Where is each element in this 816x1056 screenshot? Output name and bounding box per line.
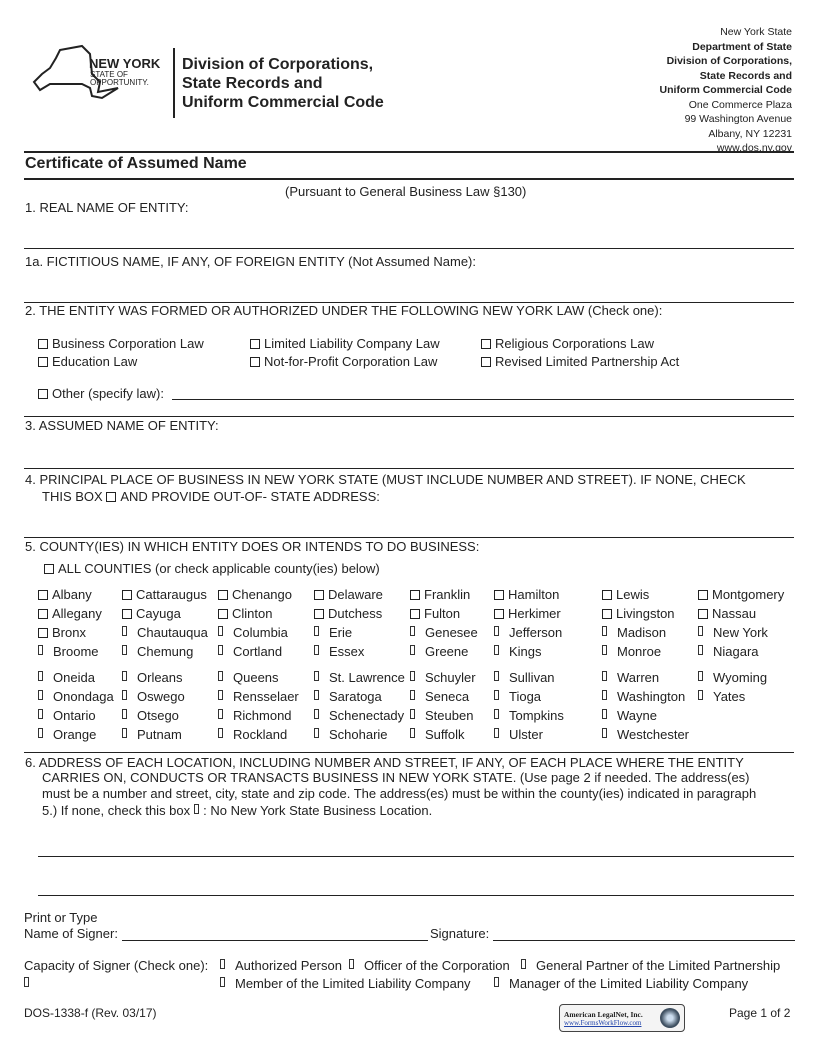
county-option[interactable] — [122, 644, 193, 659]
county-label: Washington — [617, 689, 686, 704]
badge-url[interactable]: www.FormsWorkFlow.com — [564, 1019, 642, 1027]
county-option[interactable] — [314, 587, 383, 602]
county-option[interactable] — [218, 670, 279, 685]
address-line: 99 Washington Avenue — [684, 113, 792, 125]
county-label: Montgomery — [712, 587, 785, 602]
county-label: New York — [713, 625, 768, 640]
checkbox[interactable] — [410, 626, 415, 636]
law-option[interactable]: Revised Limited Partnership Act — [481, 354, 679, 369]
checkbox[interactable] — [250, 357, 260, 367]
q4-label: 4. PRINCIPAL PLACE OF BUSINESS IN NEW YORK STATE (MUST INCLUDE NUMBER AND STREET). IF NONE, CHECK — [25, 472, 746, 487]
checkbox[interactable] — [602, 728, 607, 738]
county-label: Nassau — [712, 606, 757, 621]
divider — [24, 416, 794, 417]
county-option[interactable] — [38, 644, 99, 659]
checkbox[interactable] — [698, 690, 703, 700]
county-option[interactable] — [602, 606, 675, 621]
county-label: Kings — [509, 644, 542, 659]
checkbox[interactable] — [218, 626, 223, 636]
county-option[interactable] — [38, 727, 96, 742]
checkbox[interactable] — [698, 590, 708, 600]
q6-label-4: 5.) If none, check this box : No New York State Business Location. — [42, 803, 433, 818]
checkbox[interactable] — [38, 357, 48, 367]
address-line: Department of State — [692, 40, 792, 53]
checkbox[interactable] — [122, 690, 127, 700]
checkbox[interactable] — [494, 671, 499, 681]
county-option[interactable] — [314, 727, 388, 742]
checkbox[interactable] — [122, 709, 127, 719]
logo-division-2: State Records and — [182, 75, 323, 92]
county-option[interactable] — [602, 644, 661, 659]
badge-name: American LegalNet, Inc. — [564, 1010, 643, 1019]
county-option[interactable] — [122, 587, 207, 602]
county-option[interactable] — [38, 625, 86, 640]
county-option[interactable] — [494, 644, 542, 659]
checkbox[interactable] — [220, 977, 225, 987]
checkbox[interactable] — [218, 690, 223, 700]
checkbox[interactable] — [314, 645, 319, 655]
checkbox[interactable] — [410, 690, 415, 700]
county-option[interactable] — [602, 708, 657, 723]
county-label: Otsego — [137, 708, 179, 723]
county-option[interactable] — [38, 670, 95, 685]
assumed-name-field[interactable] — [24, 468, 794, 469]
capacity-label: Capacity of Signer (Check one): — [24, 958, 209, 973]
county-label: Schoharie — [329, 727, 388, 742]
county-label: Dutchess — [328, 606, 383, 621]
logo-state-name: NEW YORK — [89, 56, 161, 71]
q1-label: 1. REAL NAME OF ENTITY: — [25, 200, 189, 215]
county-option[interactable] — [314, 606, 382, 621]
county-label: Erie — [329, 625, 353, 640]
county-option[interactable] — [602, 625, 666, 640]
county-label: Livingston — [616, 606, 675, 621]
county-label: Tompkins — [509, 708, 564, 723]
address-line: New York State — [720, 26, 792, 38]
checkbox[interactable] — [602, 590, 612, 600]
county-option[interactable] — [698, 644, 759, 659]
address-line: Albany, NY 12231 — [708, 127, 792, 140]
county-option[interactable] — [698, 670, 767, 685]
county-option[interactable] — [410, 727, 465, 742]
address-field-1[interactable] — [38, 856, 794, 857]
checkbox[interactable] — [494, 728, 499, 738]
checkbox[interactable] — [481, 339, 491, 349]
county-option[interactable] — [602, 670, 659, 685]
address-line: www.dos.ny.gov — [716, 142, 792, 154]
checkbox[interactable] — [698, 609, 708, 619]
county-option[interactable] — [698, 606, 756, 621]
signer-name-field[interactable] — [122, 940, 428, 941]
checkbox[interactable] — [349, 959, 354, 969]
county-label: Warren — [617, 670, 660, 685]
county-label: Delaware — [328, 587, 383, 602]
county-option[interactable] — [494, 606, 561, 621]
principal-place-field[interactable] — [24, 537, 794, 538]
signer-name-label: Name of Signer: — [24, 926, 118, 941]
county-label: Genesee — [425, 625, 478, 640]
address-line: State Records and — [699, 69, 792, 82]
county-label: Chenango — [232, 587, 292, 602]
form-id: DOS-1338-f (Rev. 03/17) — [24, 1006, 157, 1020]
county-option[interactable] — [122, 708, 179, 723]
checkbox[interactable] — [218, 590, 228, 600]
checkbox[interactable] — [314, 709, 319, 719]
no-ny-location-checkbox[interactable] — [194, 804, 199, 814]
q6-label: 6. ADDRESS OF EACH LOCATION, INCLUDING NUMBER AND STREET, IF ANY, OF EACH PLACE WHERE THE ENTITY — [25, 755, 744, 770]
title-rule-bottom — [24, 178, 794, 180]
checkbox[interactable] — [314, 626, 319, 636]
county-label: Chautauqua — [137, 625, 208, 640]
checkbox[interactable] — [698, 626, 703, 636]
checkbox[interactable] — [218, 709, 223, 719]
capacity-option[interactable]: Manager of the Limited Liability Company — [494, 976, 748, 991]
county-label: Queens — [233, 670, 279, 685]
county-label: Fulton — [424, 606, 461, 621]
checkbox[interactable] — [220, 959, 225, 969]
county-label: Oswego — [137, 689, 185, 704]
county-option[interactable] — [122, 606, 181, 621]
county-option[interactable] — [38, 708, 96, 723]
county-option[interactable] — [494, 689, 541, 704]
checkbox[interactable] — [38, 609, 48, 619]
law-option[interactable]: Limited Liability Company Law — [250, 336, 440, 351]
checkbox[interactable] — [602, 626, 607, 636]
county-option[interactable] — [122, 727, 182, 742]
county-option[interactable] — [38, 606, 102, 621]
county-option[interactable] — [410, 625, 478, 640]
county-label: Steuben — [425, 708, 474, 723]
print-or-type-label: Print or Type — [24, 910, 98, 925]
county-label: Cattaraugus — [136, 587, 207, 602]
county-option[interactable] — [410, 587, 470, 602]
county-option[interactable] — [122, 625, 208, 640]
county-option[interactable] — [122, 670, 183, 685]
county-label: Columbia — [233, 625, 288, 640]
q5-label: 5. COUNTY(IES) IN WHICH ENTITY DOES OR INTENDS TO DO BUSINESS: — [25, 539, 480, 554]
capacity-option[interactable]: Officer of the Corporation — [349, 958, 510, 973]
county-label: Yates — [713, 689, 746, 704]
county-option[interactable] — [38, 689, 114, 704]
law-option[interactable]: Business Corporation Law — [38, 336, 204, 351]
county-label: Saratoga — [329, 689, 382, 704]
checkbox[interactable] — [410, 590, 420, 600]
capacity-option[interactable]: General Partner of the Limited Partnership — [521, 958, 780, 973]
checkbox[interactable] — [494, 590, 504, 600]
checkbox[interactable] — [314, 609, 324, 619]
county-option[interactable] — [494, 708, 564, 723]
county-label: Wayne — [617, 708, 657, 723]
address-field-2[interactable] — [38, 895, 794, 896]
county-label: Schuyler — [425, 670, 476, 685]
county-option[interactable] — [494, 727, 543, 742]
form-subtitle: (Pursuant to General Business Law §130) — [285, 184, 527, 199]
checkbox[interactable] — [122, 671, 127, 681]
county-label: Schenectady — [329, 708, 405, 723]
checkbox[interactable] — [38, 389, 48, 399]
checkbox[interactable] — [410, 728, 415, 738]
form-title: Certificate of Assumed Name — [25, 155, 247, 172]
county-option[interactable] — [602, 727, 689, 742]
county-option[interactable] — [218, 727, 287, 742]
capacity-stray-checkbox[interactable] — [24, 976, 39, 991]
county-option[interactable] — [218, 644, 282, 659]
no-ny-address-checkbox[interactable] — [106, 492, 116, 502]
checkbox[interactable] — [521, 959, 526, 969]
county-label: Albany — [52, 587, 92, 602]
checkbox[interactable] — [218, 728, 223, 738]
county-option[interactable] — [314, 644, 364, 659]
checkbox[interactable] — [602, 645, 607, 655]
q3-label: 3. ASSUMED NAME OF ENTITY: — [25, 418, 219, 433]
page-number: Page 1 of 2 — [729, 1006, 791, 1020]
county-label: Oneida — [53, 670, 95, 685]
county-label: Sullivan — [509, 670, 555, 685]
capacity-option[interactable]: Member of the Limited Liability Company — [220, 976, 471, 991]
checkbox[interactable] — [494, 609, 504, 619]
checkbox[interactable] — [24, 977, 29, 987]
checkbox[interactable] — [410, 609, 420, 619]
q6-label-2: CARRIES ON, CONDUCTS OR TRANSACTS BUSINESS IN NEW YORK STATE. (Use page 2 if needed. The address(es) — [42, 770, 750, 785]
county-label: Orange — [53, 727, 97, 742]
county-option[interactable] — [494, 670, 555, 685]
checkbox[interactable] — [38, 690, 43, 700]
checkbox[interactable] — [218, 645, 223, 655]
capacity-option[interactable]: Authorized Person — [220, 958, 342, 973]
checkbox[interactable] — [698, 645, 703, 655]
checkbox[interactable] — [602, 709, 607, 719]
county-option[interactable] — [410, 708, 473, 723]
county-label: Wyoming — [713, 670, 768, 685]
checkbox[interactable] — [122, 728, 127, 738]
title-rule-top — [24, 151, 794, 153]
globe-icon — [660, 1008, 680, 1028]
county-option[interactable] — [410, 644, 468, 659]
checkbox[interactable] — [698, 671, 703, 681]
law-option[interactable]: Education Law — [38, 354, 137, 369]
county-label: Putnam — [137, 727, 182, 742]
county-label: Onondaga — [53, 689, 114, 704]
county-option[interactable] — [494, 587, 559, 602]
q1a-label: 1a. FICTITIOUS NAME, IF ANY, OF FOREIGN ENTITY (Not Assumed Name): — [25, 254, 476, 269]
logo-division-3: Uniform Commercial Code — [182, 94, 384, 111]
county-option[interactable] — [602, 587, 649, 602]
county-label: Lewis — [616, 587, 650, 602]
checkbox[interactable] — [38, 628, 48, 638]
agency-address — [660, 25, 792, 156]
county-option[interactable] — [698, 587, 784, 602]
checkbox[interactable] — [494, 709, 499, 719]
checkbox[interactable] — [602, 671, 607, 681]
county-label: Monroe — [617, 644, 662, 659]
checkbox[interactable] — [250, 339, 260, 349]
checkbox[interactable] — [38, 339, 48, 349]
county-label: St. Lawrence — [329, 670, 405, 685]
q2-label: 2. THE ENTITY WAS FORMED OR AUTHORIZED UNDER THE FOLLOWING NEW YORK LAW (Check one): — [25, 303, 663, 318]
law-option[interactable]: Religious Corporations Law — [481, 336, 654, 351]
checkbox[interactable] — [602, 690, 607, 700]
county-label: Ulster — [509, 727, 543, 742]
county-option[interactable] — [38, 587, 92, 602]
logo-divider — [173, 48, 175, 118]
county-label: Broome — [53, 644, 99, 659]
county-option[interactable] — [218, 606, 272, 621]
county-option[interactable] — [314, 708, 404, 723]
signature-field[interactable] — [493, 940, 795, 941]
county-label: Clinton — [232, 606, 273, 621]
checkbox[interactable] — [494, 645, 499, 655]
county-label: Niagara — [713, 644, 759, 659]
all-counties-option[interactable]: ALL COUNTIES (or check applicable county(ies) below) — [44, 561, 380, 576]
county-option[interactable] — [698, 625, 768, 640]
checkbox[interactable] — [481, 357, 491, 367]
checkbox[interactable] — [494, 690, 499, 700]
checkbox[interactable] — [38, 590, 48, 600]
county-label: Allegany — [52, 606, 102, 621]
county-label: Richmond — [233, 708, 292, 723]
county-option[interactable] — [218, 689, 299, 704]
address-line: Uniform Commercial Code — [659, 84, 792, 96]
checkbox[interactable] — [410, 645, 415, 655]
county-label: Tioga — [509, 689, 542, 704]
checkbox[interactable] — [494, 977, 499, 987]
address-line: Division of Corporations, — [666, 55, 792, 67]
county-option[interactable] — [314, 625, 352, 640]
other-law-field[interactable] — [172, 399, 794, 400]
q6-label-3: must be a number and street, city, state and zip code. The address(es) must be within the county(ies) indicated in paragraph — [42, 786, 757, 801]
law-option-other[interactable]: Other (specify law): — [38, 386, 164, 401]
checkbox[interactable] — [314, 590, 324, 600]
county-option[interactable] — [314, 689, 382, 704]
checkbox[interactable] — [218, 671, 223, 681]
county-option[interactable] — [410, 689, 469, 704]
checkbox[interactable] — [314, 671, 319, 681]
county-option[interactable] — [494, 625, 562, 640]
logo-division-1: Division of Corporations, — [182, 56, 374, 73]
signature-label: Signature: — [430, 926, 490, 941]
county-label: Bronx — [52, 625, 86, 640]
county-label: Hamilton — [508, 587, 560, 602]
county-label: Cayuga — [136, 606, 181, 621]
county-option[interactable] — [218, 587, 292, 602]
county-option[interactable] — [314, 670, 405, 685]
county-label: Greene — [425, 644, 469, 659]
county-label: Ontario — [53, 708, 96, 723]
county-label: Seneca — [425, 689, 470, 704]
checkbox[interactable] — [410, 709, 415, 719]
county-label: Cortland — [233, 644, 283, 659]
county-label: Rockland — [233, 727, 288, 742]
checkbox[interactable] — [314, 728, 319, 738]
checkbox[interactable] — [218, 609, 228, 619]
logo-tagline-1: STATE OF — [90, 70, 128, 79]
county-option[interactable] — [410, 670, 476, 685]
law-option[interactable]: Not-for-Profit Corporation Law — [250, 354, 437, 369]
checkbox[interactable] — [122, 645, 127, 655]
county-label: Chemung — [137, 644, 194, 659]
checkbox[interactable] — [38, 728, 43, 738]
checkbox[interactable] — [38, 671, 43, 681]
county-option[interactable] — [218, 708, 292, 723]
county-label: Rensselaer — [233, 689, 299, 704]
q4-label-2: THIS BOX AND PROVIDE OUT-OF- STATE ADDRESS: — [42, 489, 380, 504]
divider — [24, 752, 794, 753]
checkbox[interactable] — [122, 590, 132, 600]
checkbox[interactable] — [122, 626, 127, 636]
county-option[interactable] — [602, 689, 685, 704]
address-line: One Commerce Plaza — [688, 98, 792, 111]
county-label: Jefferson — [509, 625, 563, 640]
legalnet-badge[interactable] — [559, 1004, 685, 1032]
county-option[interactable] — [218, 625, 288, 640]
county-label: Madison — [617, 625, 667, 640]
checkbox[interactable] — [122, 609, 132, 619]
checkbox[interactable] — [494, 626, 499, 636]
checkbox[interactable] — [38, 645, 43, 655]
county-label: Westchester — [617, 727, 690, 742]
county-label: Franklin — [424, 587, 471, 602]
checkbox[interactable] — [602, 609, 612, 619]
checkbox[interactable] — [314, 690, 319, 700]
county-option[interactable] — [122, 689, 185, 704]
county-label: Essex — [329, 644, 365, 659]
logo-tagline-2: OPPORTUNITY. — [90, 78, 149, 87]
checkbox[interactable] — [410, 671, 415, 681]
county-option[interactable] — [410, 606, 460, 621]
checkbox[interactable] — [38, 709, 43, 719]
county-label: Orleans — [137, 670, 183, 685]
county-label: Herkimer — [508, 606, 561, 621]
county-option[interactable] — [698, 689, 745, 704]
real-name-field[interactable] — [24, 248, 794, 249]
county-label: Suffolk — [425, 727, 465, 742]
checkbox[interactable] — [44, 564, 54, 574]
